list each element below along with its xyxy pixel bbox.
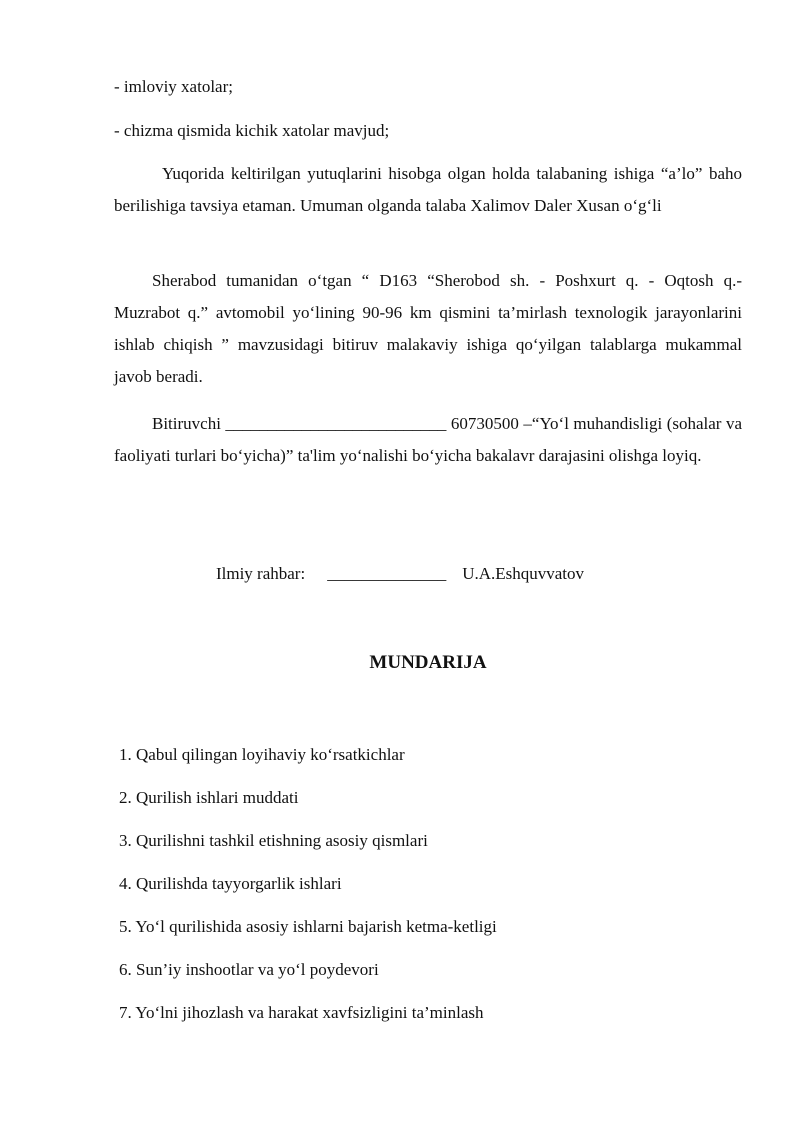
supervisor-label: Ilmiy rahbar: <box>215 564 306 583</box>
bullet-chizma-xatolar: - chizma qismida kichik xatolar mavjud; <box>114 121 390 140</box>
toc-item: 5. Yo‘l qurilishida asosiy ishlarni bajarish ketma-ketligi <box>119 917 497 936</box>
toc-item: 7. Yo‘lni jihozlash va harakat xavfsizligini ta’minlash <box>119 1003 484 1022</box>
paragraph-topic: Sherabod tumanidan o‘tgan “ D163 “Sherobod sh. - Poshxurt q. - Oqtosh q.- Muzrabot q.” avtomobil yo‘lining 90-96 km qismini ta’mirlash texnologik jarayonlarini ishlab chiqish ” mavzusidagi bitiruv malakaviy ishiga qo‘yilgan talablarga mukammal javob beradi. <box>114 271 742 386</box>
table-of-contents <box>119 744 497 1045</box>
supervisor-signature-line <box>0 563 800 585</box>
supervisor-name: U.A.Eshquvvatov <box>462 564 585 583</box>
toc-item: 3. Qurilishni tashkil etishning asosiy qismlari <box>119 831 428 850</box>
signature-blank: ______________ <box>327 564 447 583</box>
contents-heading: MUNDARIJA <box>369 652 487 673</box>
bullet-imloviy-xatolar: - imloviy xatolar; <box>114 77 233 96</box>
paragraph-graduate: Bitiruvchi __________________________ 60730500 –“Yo‘l muhandisligi (sohalar va faoliyati turlari bo‘yicha)” ta'lim yo‘nalishi bo‘yicha bakalavr darajasini olishga loyiq. <box>114 414 742 465</box>
toc-item: 1. Qabul qilingan loyihaviy ko‘rsatkichlar <box>119 745 405 764</box>
paragraph-evaluation: Yuqorida keltirilgan yutuqlarini hisobga olgan holda talabaning ishiga “a’lo” baho berilishiga tavsiya etaman. Umuman olganda talaba Xalimov Daler Xusan o‘g‘li <box>114 164 742 215</box>
toc-item: 6. Sun’iy inshootlar va yo‘l poydevori <box>119 960 379 979</box>
toc-item: 4. Qurilishda tayyorgarlik ishlari <box>119 874 342 893</box>
toc-item: 2. Qurilish ishlari muddati <box>119 788 299 807</box>
